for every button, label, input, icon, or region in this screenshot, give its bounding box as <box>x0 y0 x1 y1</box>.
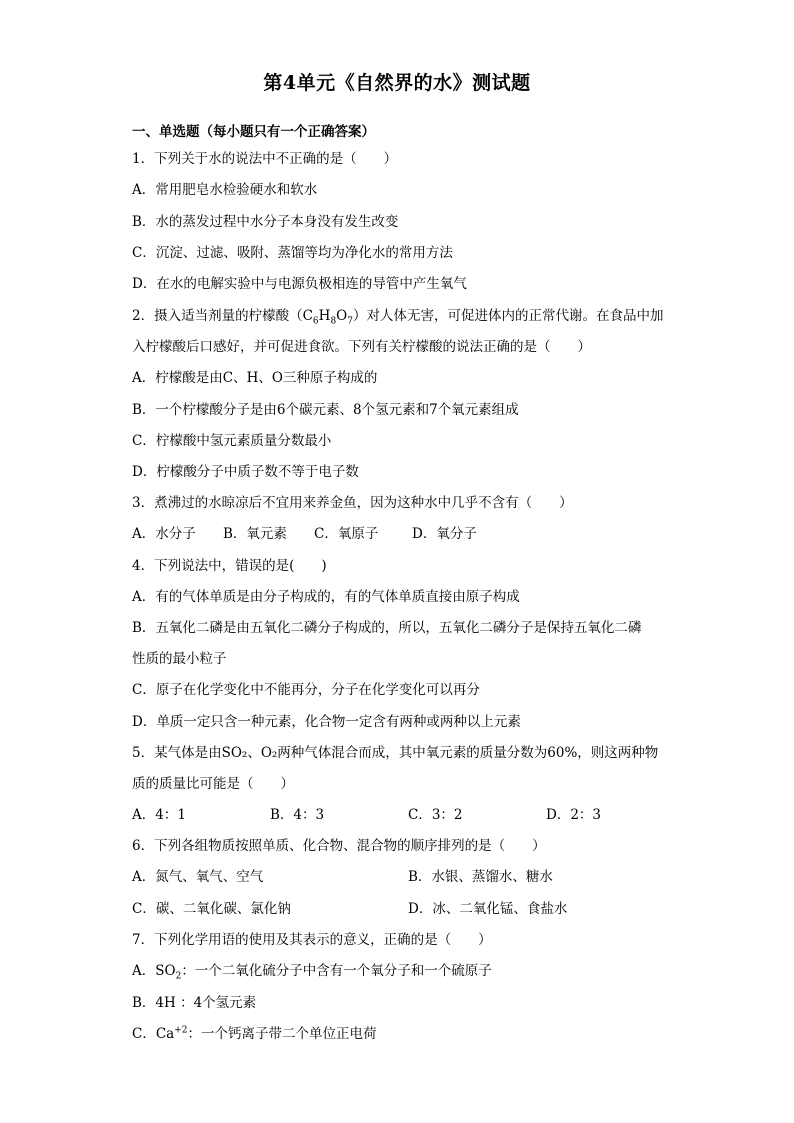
q7-option-a <box>132 961 492 981</box>
q7-option-c-formula: C．Ca <box>132 1026 175 1042</box>
q3-option-a: A．水分子 <box>132 526 196 542</box>
q4-option-b-line2: 性质的最小粒子 <box>132 651 227 667</box>
q2-option-b: B．一个柠檬酸分子是由6个碳元素、8个氢元素和7个氧元素组成 <box>132 402 519 418</box>
q5-option-d: D．2：3 <box>546 807 602 823</box>
q4-option-b-line1: B．五氧化二磷是由五氧化二磷分子构成的，所以，五氧化二磷分子是保持五氧化二磷 <box>132 620 642 636</box>
q1-option-a: A．常用肥皂水检验硬水和软水 <box>132 182 318 198</box>
formula-h: H <box>318 308 331 324</box>
q7-option-a-text: ：一个二氧化硫分子中含有一个氧分子和一个硫原子 <box>181 963 492 979</box>
q5-options-row <box>132 805 652 825</box>
q5-option-a: A．4：1 <box>132 807 186 823</box>
formula-sub-7: 7 <box>347 316 353 327</box>
q2-stem-line2: 入柠檬酸后口感好，并可促进食欲。下列有关柠檬酸的说法正确的是（ ） <box>132 339 591 355</box>
q5-stem-line2: 质的质量比可能是（ ） <box>132 776 294 792</box>
q5-stem-line1: 5．某气体是由SO₂、O₂两种气体混合而成，其中氧元素的质量分数为60%，则这两种物 <box>132 745 659 761</box>
q7-option-b: B．4H ：4个氢元素 <box>132 995 257 1011</box>
q6-option-d: D．冰、二氧化锰、食盐水 <box>408 901 568 917</box>
q4-option-d: D．单质一定只含一种元素，化合物一定含有两种或两种以上元素 <box>132 714 521 730</box>
q7-option-c <box>132 1024 377 1044</box>
q3-option-c: C．氧原子 <box>314 526 379 542</box>
formula-sub-6: 6 <box>312 316 319 327</box>
q6-options-row-2 <box>132 899 652 919</box>
q4-option-a: A．有的气体单质是由分子构成的，有的气体单质直接由原子构成 <box>132 589 520 605</box>
q6-stem: 6．下列各组物质按照单质、化合物、混合物的顺序排列的是（ ） <box>132 838 546 854</box>
q6-option-b: B．水银、蒸馏水、糖水 <box>408 869 553 885</box>
q6-options-row-1 <box>132 867 652 887</box>
q7-option-a-subscript: 2 <box>175 971 182 982</box>
q7-stem: 7．下列化学用语的使用及其表示的意义，正确的是（ ） <box>132 932 492 948</box>
formula-sub-8: 8 <box>330 316 337 327</box>
q5-option-b: B．4：3 <box>270 807 325 823</box>
section-heading: 一、单选题（每小题只有一个正确答案） <box>132 124 375 140</box>
q2-stem-line1 <box>132 306 663 326</box>
q3-option-b: B．氧元素 <box>223 526 287 542</box>
q5-option-c: C．3：2 <box>408 807 463 823</box>
q1-stem: 1．下列关于水的说法中不正确的是（ ） <box>132 151 398 167</box>
q7-option-c-text: ：一个钙离子带二个单位正电荷 <box>187 1026 377 1042</box>
formula-o: O <box>336 308 348 324</box>
q4-option-c: C．原子在化学变化中不能再分，分子在化学变化可以再分 <box>132 682 480 698</box>
q6-option-c: C．碳、二氧化碳、氯化钠 <box>132 901 291 917</box>
q1-option-b: B．水的蒸发过程中水分子本身没有发生改变 <box>132 214 399 230</box>
q4-stem: 4．下列说法中，错误的是( ) <box>132 558 327 574</box>
q1-option-d: D．在水的电解实验中与电源负极相连的导管中产生氧气 <box>132 276 467 292</box>
q2-stem-part1: 2．摄入适当剂量的柠檬酸（C <box>132 308 313 324</box>
q7-option-c-superscript: +2 <box>174 1025 188 1036</box>
q3-option-d: D．氧分子 <box>412 526 477 542</box>
q3-stem: 3．煮沸过的水晾凉后不宜用来养金鱼，因为这种水中几乎不含有（ ） <box>132 495 573 511</box>
document-title: 第4单元《自然界的水》测试题 <box>263 72 531 94</box>
q2-option-d: D．柠檬酸分子中质子数不等于电子数 <box>132 464 359 480</box>
q2-option-a: A．柠檬酸是由C、H、O三种原子构成的 <box>132 370 378 386</box>
q2-stem-part2: ）对人体无害，可促进体内的正常代谢。在食品中加 <box>352 308 664 324</box>
q7-option-a-formula: A．SO <box>132 963 176 979</box>
q6-option-a: A．氮气、氧气、空气 <box>132 869 264 885</box>
q2-option-c: C．柠檬酸中氢元素质量分数最小 <box>132 433 332 449</box>
q3-options-row <box>132 524 532 544</box>
q1-option-c: C．沉淀、过滤、吸附、蒸馏等均为净化水的常用方法 <box>132 245 453 261</box>
